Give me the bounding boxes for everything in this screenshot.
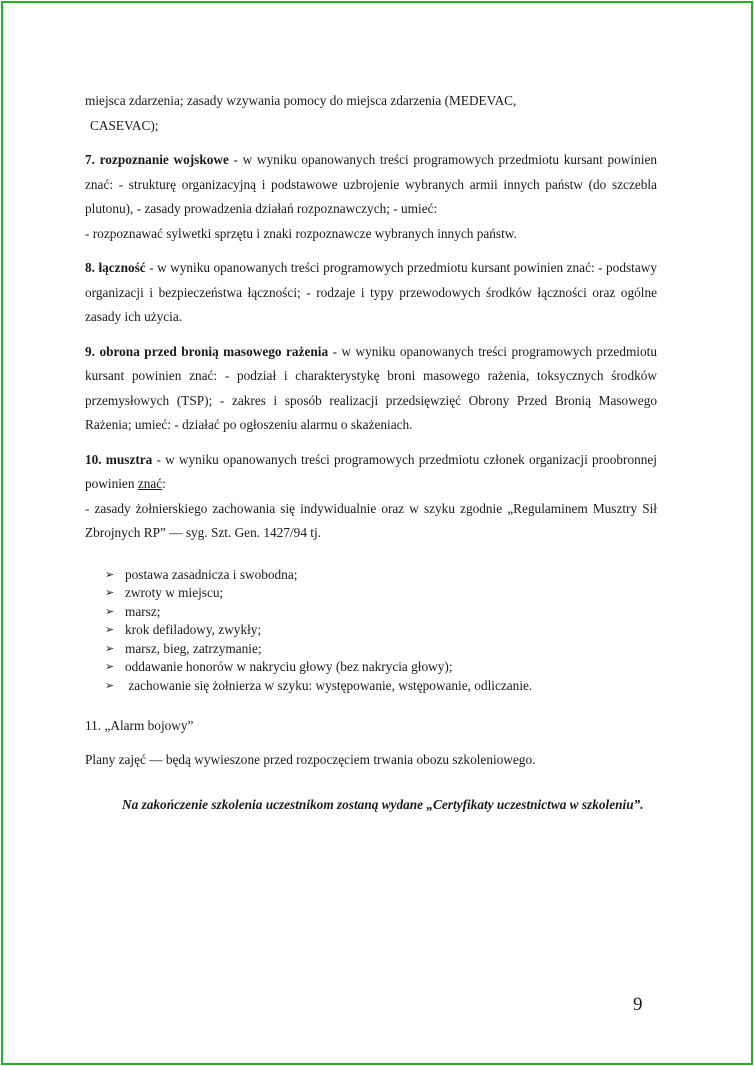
section-8-heading: 8. łączność <box>85 260 146 275</box>
intro-line-1: miejsca zdarzenia; zasady wzywania pomocy do miejsca zdarzenia (MEDEVAC, <box>85 93 517 108</box>
list-item: ➢ marsz; <box>105 603 657 622</box>
document-body <box>85 89 657 818</box>
section-10-text-2: - zasady żołnierskiego zachowania się indywidualnie oraz w szyku zgodnie „Regulaminem Musztry Sił Zbrojnych RP” — syg. Szt. Gen. 1427/94 tj. <box>85 500 657 540</box>
section-10 <box>85 448 657 497</box>
page-number: 9 <box>633 994 643 1015</box>
closing-note: Na zakończenie szkolenia uczestnikom zostaną wydane „Certyfikaty uczestnictwa w szkoleniu”. <box>122 796 644 812</box>
arrow-bullet-icon: ➢ <box>105 586 115 600</box>
section-7-text-2: - rozpoznawać sylwetki sprzętu i znaki rozpoznawcze wybranych innych państw. <box>85 225 517 241</box>
list-item: ➢ krok defiladowy, zwykły; <box>105 621 657 640</box>
section-7-heading: 7. rozpoznanie wojskowe <box>85 152 229 167</box>
section-7-text: - w wyniku opanowanych treści programowych przedmiotu kursant powinien znać: - strukturę organizacyjną i podstawowe uzbrojenie wybranych armii innych państw (do szczebla plutonu), - zasady prowadzenia działań rozpoznawczych; - umieć: <box>85 152 657 216</box>
section-11: 11. „Alarm bojowy” <box>85 717 194 733</box>
arrow-bullet-icon: ➢ <box>105 567 115 581</box>
list-item: ➢ oddawanie honorów w nakryciu głowy (bez nakrycia głowy); <box>105 658 657 677</box>
musztra-list <box>85 566 657 696</box>
section-10-underlined-word: znać <box>137 476 163 491</box>
arrow-bullet-icon: ➢ <box>105 660 115 674</box>
plans-note: Plany zajęć — będą wywieszone przed rozpoczęciem trwania obozu szkoleniowego. <box>85 752 536 768</box>
section-9-heading: 9. obrona przed bronią masowego rażenia <box>85 343 329 359</box>
arrow-bullet-icon: ➢ <box>105 623 115 637</box>
arrow-bullet-icon: ➢ <box>105 604 115 618</box>
section-9-text: - w wyniku opanowanych treści programowych przedmiotu kursant powinien znać: - podział i charakterystykę broni masowego rażenia, toksycznych środków przemysłowych (TSP); - zakres i sposób realizacji przedsięwzięć Obrony Przed Bronią Masowego Rażenia; umieć: - działać po ogłoszeniu alarmu o skażeniach. <box>85 343 657 432</box>
section-8-text: - w wyniku opanowanych treści programowych przedmiotu kursant powinien znać: - podstawy organizacji i bezpieczeństwa łączności; - rodzaje i typy przewodowych środków łączności oraz ogólne zasady ich użycia. <box>85 260 657 324</box>
section-10-colon: : <box>162 476 166 491</box>
section-9 <box>85 340 657 438</box>
list-item: ➢ zwroty w miejscu; <box>105 584 657 603</box>
section-10-heading: 10. musztra <box>85 451 153 467</box>
list-item: ➢ marsz, bieg, zatrzymanie; <box>105 640 657 659</box>
section-8 <box>85 256 657 330</box>
section-10-text: - w wyniku opanowanych treści programowych przedmiotu członek organizacji proobronnej powinien <box>85 451 657 491</box>
arrow-bullet-icon: ➢ <box>105 679 115 693</box>
list-item: ➢ zachowanie się żołnierza w szyku: występowanie, wstępowanie, odliczanie. <box>105 677 657 696</box>
section-7 <box>85 148 657 222</box>
arrow-bullet-icon: ➢ <box>105 641 115 655</box>
intro-line-2: CASEVAC); <box>90 117 159 133</box>
list-item: ➢ postawa zasadnicza i swobodna; <box>105 566 657 585</box>
